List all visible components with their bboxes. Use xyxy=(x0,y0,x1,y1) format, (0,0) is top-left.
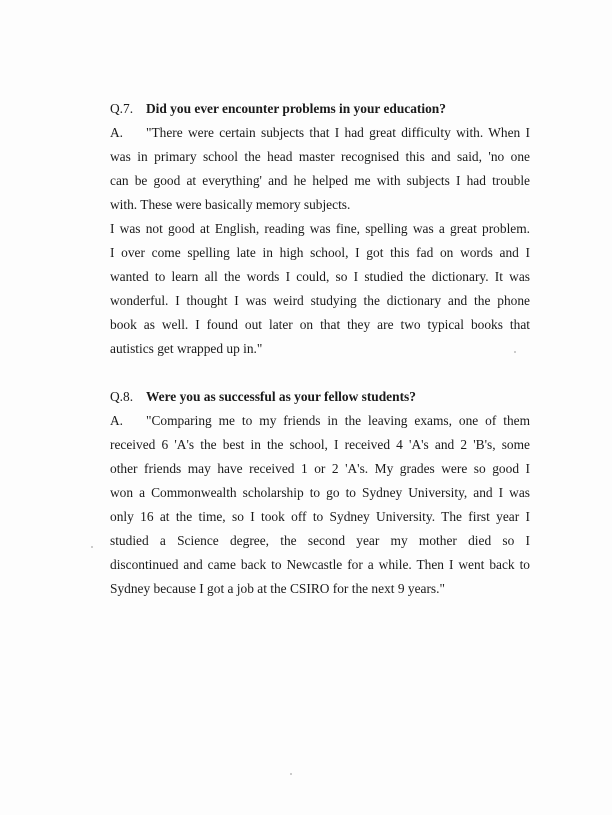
answer-8-marker: A. xyxy=(110,413,124,428)
question-8-heading xyxy=(110,389,530,405)
answer-8-line-6: studied a Science degree, the second year my mother died so I xyxy=(110,533,530,548)
answer-7-line-6: I over come spelling late in high school, I got this fad on words and I xyxy=(110,245,530,260)
answer-8-line-4: won a Commonwealth scholarship to go to Sydney University, and I was xyxy=(110,485,530,500)
answer-7-line-1 xyxy=(110,125,530,141)
answer-8-line-1 xyxy=(110,413,530,429)
answer-8-text-line: "Comparing me to my friends in the leaving exams, one of them xyxy=(146,413,530,428)
answer-8-line-3: other friends may have received 1 or 2 'A's. My grades were so good I xyxy=(110,461,530,476)
question-7-text: Did you ever encounter problems in your education? xyxy=(146,101,446,116)
scan-speck xyxy=(91,546,93,548)
answer-7-line-5: I was not good at English, reading was fine, spelling was a great problem. xyxy=(110,221,530,236)
scan-speck xyxy=(514,351,516,353)
answer-7-line-3: can be good at everything' and he helped me with subjects I had trouble xyxy=(110,173,530,188)
answer-7-line-8: wonderful. I thought I was weird studying the dictionary and the phone xyxy=(110,293,530,308)
question-8-text: Were you as successful as your fellow students? xyxy=(146,389,416,404)
answer-7-text-line: "There were certain subjects that I had great difficulty with. When I xyxy=(146,125,530,140)
answer-8-line-5: only 16 at the time, so I took off to Sydney University. The first year I xyxy=(110,509,530,524)
answer-8-line-8: Sydney because I got a job at the CSIRO for the next 9 years." xyxy=(110,581,445,596)
answer-7-line-7: wanted to learn all the words I could, so I studied the dictionary. It was xyxy=(110,269,530,284)
answer-7-line-10: autistics get wrapped up in." xyxy=(110,341,263,356)
answer-7-marker: A. xyxy=(110,125,124,140)
answer-7-line-2: was in primary school the head master recognised this and said, 'no one xyxy=(110,149,530,164)
answer-8-line-7: discontinued and came back to Newcastle for a while. Then I went back to xyxy=(110,557,530,572)
answer-8-line-2: received 6 'A's the best in the school, I received 4 'A's and 2 'B's, some xyxy=(110,437,530,452)
answer-7-line-4: with. These were basically memory subjects. xyxy=(110,197,351,212)
answer-7-line-9: book as well. I found out later on that they are two typical books that xyxy=(110,317,530,332)
question-7-heading xyxy=(110,101,530,117)
question-8-number: Q.8. xyxy=(110,389,134,404)
question-7-number: Q.7. xyxy=(110,101,134,116)
scan-speck xyxy=(290,773,292,775)
